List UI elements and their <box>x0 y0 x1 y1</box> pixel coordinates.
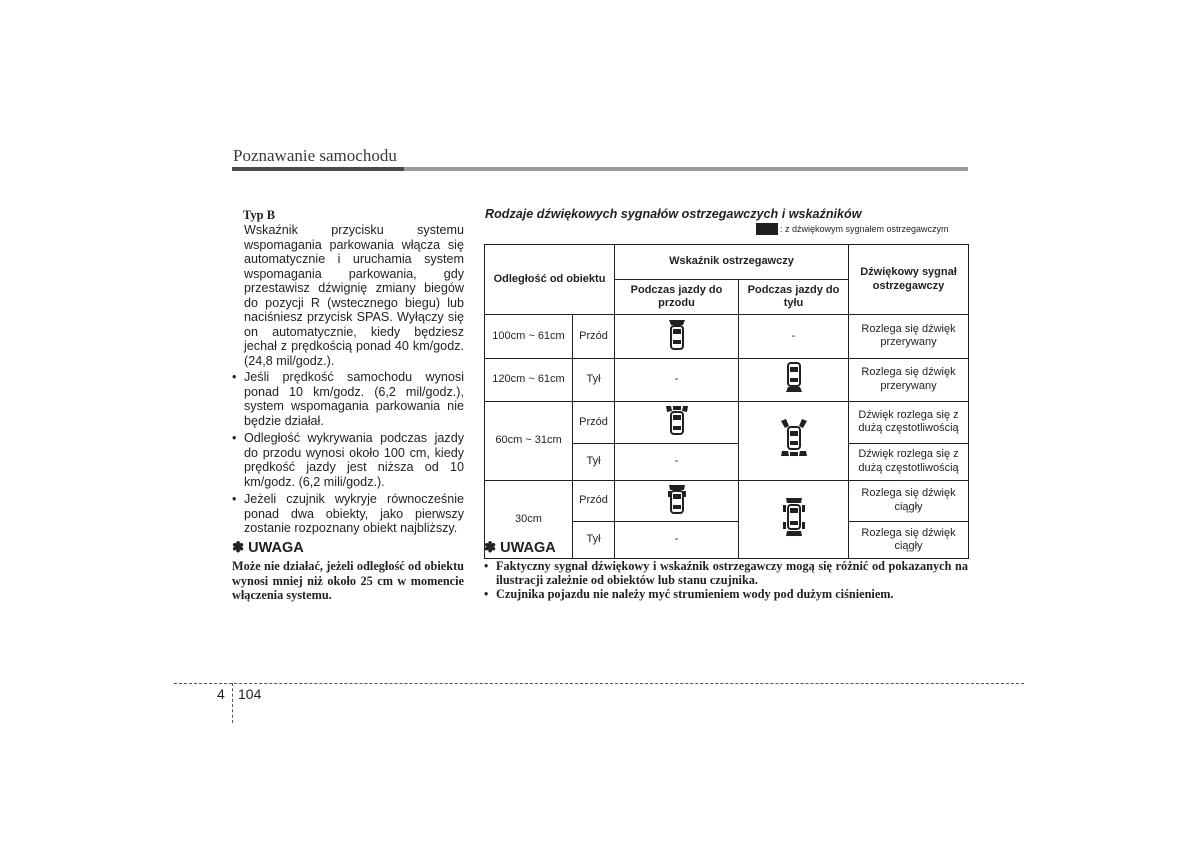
car-front-warning-icon <box>667 317 687 351</box>
list-item: • Czujnika pojazdu nie należy myć strumieniem wody pod dużym ciśnieniem. <box>484 587 968 601</box>
intro-paragraph: Wskaźnik przycisku systemu wspomagania parkowania włącza się automatycznie i uruchamia system wspomagania parkowania, gdy przestawisz dźwignię zmiany biegów do pozycji R (wstecznego biegu) lub naciśniesz przycisk SPAS. Wyłączy się on automatycznie, kiedy będziesz jechał z prędkością ponad 40 km/godz. (24,8 mil/godz.). <box>244 223 464 368</box>
direction-cell: Przód <box>573 402 615 444</box>
reverse-indicator-cell <box>739 358 849 402</box>
sound-cell: Rozlega się dźwięk przerywany <box>849 358 969 402</box>
info-list <box>232 370 464 536</box>
left-caution-box <box>232 540 464 603</box>
forward-indicator-cell: - <box>615 443 739 480</box>
footer-divider <box>232 683 233 723</box>
type-b-heading: Typ B <box>243 208 276 222</box>
right-caution-box <box>484 540 968 601</box>
forward-indicator-cell <box>615 402 739 444</box>
header-indicator: Wskaźnik ostrzegawczy <box>615 245 849 280</box>
distance-cell: 60cm ~ 31cm <box>485 402 573 481</box>
header-distance: Odległość od obiektu <box>485 245 615 315</box>
sound-cell: Rozlega się dźwięk przerywany <box>849 315 969 359</box>
car-front-full-warning-icon <box>666 483 688 515</box>
direction-cell: Tył <box>573 443 615 480</box>
caution-heading: ✽ UWAGA <box>232 540 304 556</box>
legend-text: : z dźwiękowym sygnałem ostrzegawczym <box>780 224 949 234</box>
table-row <box>485 480 969 522</box>
forward-indicator-cell: - <box>615 522 739 559</box>
reverse-indicator-cell <box>739 402 849 481</box>
sound-cell: Dźwięk rozlega się z dużą częstotliwością <box>849 443 969 480</box>
header-sound: Dźwiękowy sygnał ostrzegawczy <box>849 245 969 315</box>
car-all-around-warning-icon <box>781 496 807 538</box>
caution-heading: ✽ UWAGA <box>484 540 556 556</box>
sound-cell: Rozlega się dźwięk ciągły <box>849 480 969 522</box>
direction-cell: Tył <box>573 358 615 402</box>
sound-cell: Dźwięk rozlega się z dużą częstotliwością <box>849 402 969 444</box>
caution-list <box>484 559 968 601</box>
sound-cell: Rozlega się dźwięk ciągły <box>849 522 969 559</box>
table-row <box>485 315 969 359</box>
table-title: Rodzaje dźwiękowych sygnałów ostrzegawczych i wskaźników <box>485 207 862 221</box>
forward-indicator-cell <box>615 315 739 359</box>
direction-cell: Przód <box>573 480 615 522</box>
legend-swatch <box>756 223 778 235</box>
table-row <box>485 358 969 402</box>
header-reverse: Podczas jazdy do tyłu <box>739 280 849 315</box>
car-rear-corner-warning-icon <box>777 418 811 460</box>
list-item: • Odległość wykrywania podczas jazdy do przodu wynosi około 100 cm, kiedy prędkość jazdy jest niższa od 10 km/godz. (6,2 mili/godz.). <box>232 431 464 489</box>
list-item: • Jeśli prędkość samochodu wynosi ponad 10 km/godz. (6,2 mil/godz.), system wspomagania parkowania nie będzie działał. <box>232 370 464 428</box>
forward-indicator-cell <box>615 480 739 522</box>
warning-table <box>484 244 969 559</box>
table-row <box>485 402 969 444</box>
legend <box>756 223 949 235</box>
footer-rule <box>174 683 1024 684</box>
header-forward: Podczas jazdy do przodu <box>615 280 739 315</box>
forward-indicator-cell: - <box>615 358 739 402</box>
header-rule <box>232 167 968 171</box>
list-item: • Faktyczny sygnał dźwiękowy i wskaźnik ostrzegawczy mogą się różnić od pokazanych na ilustracji zależnie od obiektów lub stanu czujnika. <box>484 559 968 587</box>
section-title: Poznawanie samochodu <box>233 146 397 165</box>
reverse-indicator-cell: - <box>739 315 849 359</box>
distance-cell: 30cm <box>485 480 573 559</box>
direction-cell: Tył <box>573 522 615 559</box>
chapter-number: 4 <box>217 686 225 702</box>
caution-text: Może nie działać, jeżeli odległość od obiektu wynosi mniej niż około 25 cm w momencie włączenia systemu. <box>232 559 464 602</box>
direction-cell: Przód <box>573 315 615 359</box>
car-rear-warning-icon <box>784 361 804 395</box>
car-front-corner-warning-icon <box>664 404 690 436</box>
list-item: • Jeżeli czujnik wykryje równocześnie ponad dwa obiekty, jako pierwszy zostanie rozpoznany obiekt najbliższy. <box>232 492 464 536</box>
distance-cell: 100cm ~ 61cm <box>485 315 573 359</box>
distance-cell: 120cm ~ 61cm <box>485 358 573 402</box>
page-number: 104 <box>238 686 262 702</box>
left-column <box>232 208 464 539</box>
